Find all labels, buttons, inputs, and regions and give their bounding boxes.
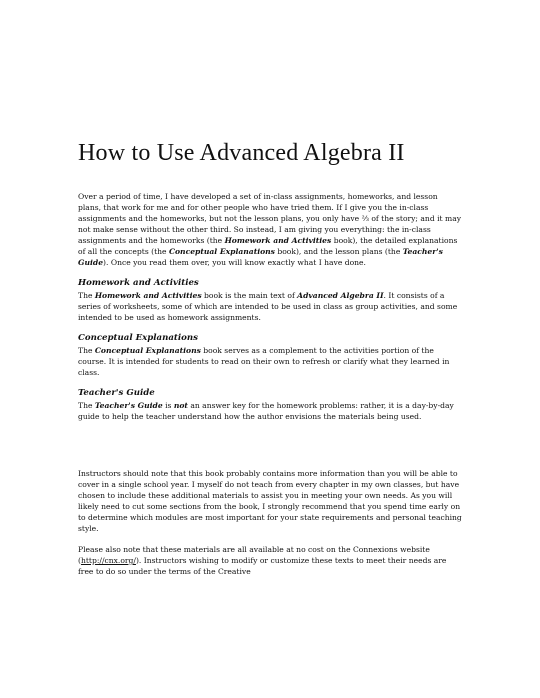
section-spacer — [78, 432, 462, 468]
intro-text-2: book), the detailed explanations of all the concepts (the — [78, 236, 458, 256]
conceptual-paragraph — [78, 345, 462, 378]
section-heading-teacher: Teacher's Guide — [78, 388, 155, 398]
homework-paragraph — [78, 290, 462, 323]
conceptual-text: book serves as a complement to the activities portion of the course. It is intended for students to read on their own to refresh or clarify what they learned in class. — [78, 346, 450, 377]
homework-emph-1: Homework and Activities — [94, 291, 202, 300]
teacher-emph-1: Teacher's Guide — [94, 401, 163, 410]
note-text-1: Please also note that these materials are all available at no cost on the Connexions website ( — [78, 545, 430, 565]
homework-text-2: . It consists of a series of worksheets, some of which are intended to be used in class as group activities, and some intended to be used as homework assignments. — [78, 291, 458, 322]
intro-emph-homework: Homework and Activities — [224, 236, 332, 245]
teacher-emph-not: not — [173, 401, 188, 410]
intro-paragraph — [78, 191, 462, 268]
page-title: How to Use Advanced Algebra II — [78, 140, 405, 166]
note-text-2: ). Instructors wishing to modify or customize these texts to meet their needs are free to do so under the terms of the Creative — [78, 556, 447, 576]
document-page — [78, 140, 462, 587]
teacher-text-1: is — [162, 401, 174, 410]
intro-emph-teacher: Teacher's Guide — [78, 247, 443, 267]
connexions-link[interactable]: http://cnx.org/ — [80, 556, 136, 565]
intro-text-4: ). Once you read them over, you will know exactly what I have done. — [103, 258, 366, 267]
section-heading-homework: Homework and Activities — [78, 278, 199, 288]
conceptual-prefix: The — [78, 346, 95, 355]
homework-emph-2: Advanced Algebra II — [297, 291, 384, 300]
teacher-text-2: an answer key for the homework problems: rather, it is a day-by-day guide to help the teacher understand how the author envisions the materials being used. — [78, 401, 454, 421]
teacher-prefix: The — [78, 401, 95, 410]
conceptual-emph: Conceptual Explanations — [94, 346, 201, 355]
teacher-paragraph — [78, 400, 462, 422]
intro-text-1: Over a period of time, I have developed a set of in-class assignments, homeworks, and lesson plans, that work for me and for other people who have tried them. If I give you the in-class assignments and the homeworks, but not the lesson plans, you only have ⅔ of the story; and it may not make sense without the other third. So instead, I am giving you everything: the in-class assignments and the homeworks (the — [78, 192, 462, 245]
section-heading-conceptual: Conceptual Explanations — [78, 333, 198, 343]
intro-emph-conceptual: Conceptual Explanations — [168, 247, 275, 256]
note-paragraph — [78, 544, 462, 577]
homework-prefix: The — [78, 291, 95, 300]
instructors-paragraph: Instructors should note that this book probably contains more information than you will be able to cover in a single school year. I myself do not teach from every chapter in my own classes, but have chosen to include these additional materials to assist you in meeting your own needs. As you will likely need to cut some sections from the book, I strongly recommend that you spend time early on to determine which modules are most important for your state requirements and personal teaching style. — [78, 469, 462, 533]
homework-text-1: book is the main text of — [201, 291, 298, 300]
intro-text-3: book), and the lesson plans (the — [274, 247, 403, 256]
